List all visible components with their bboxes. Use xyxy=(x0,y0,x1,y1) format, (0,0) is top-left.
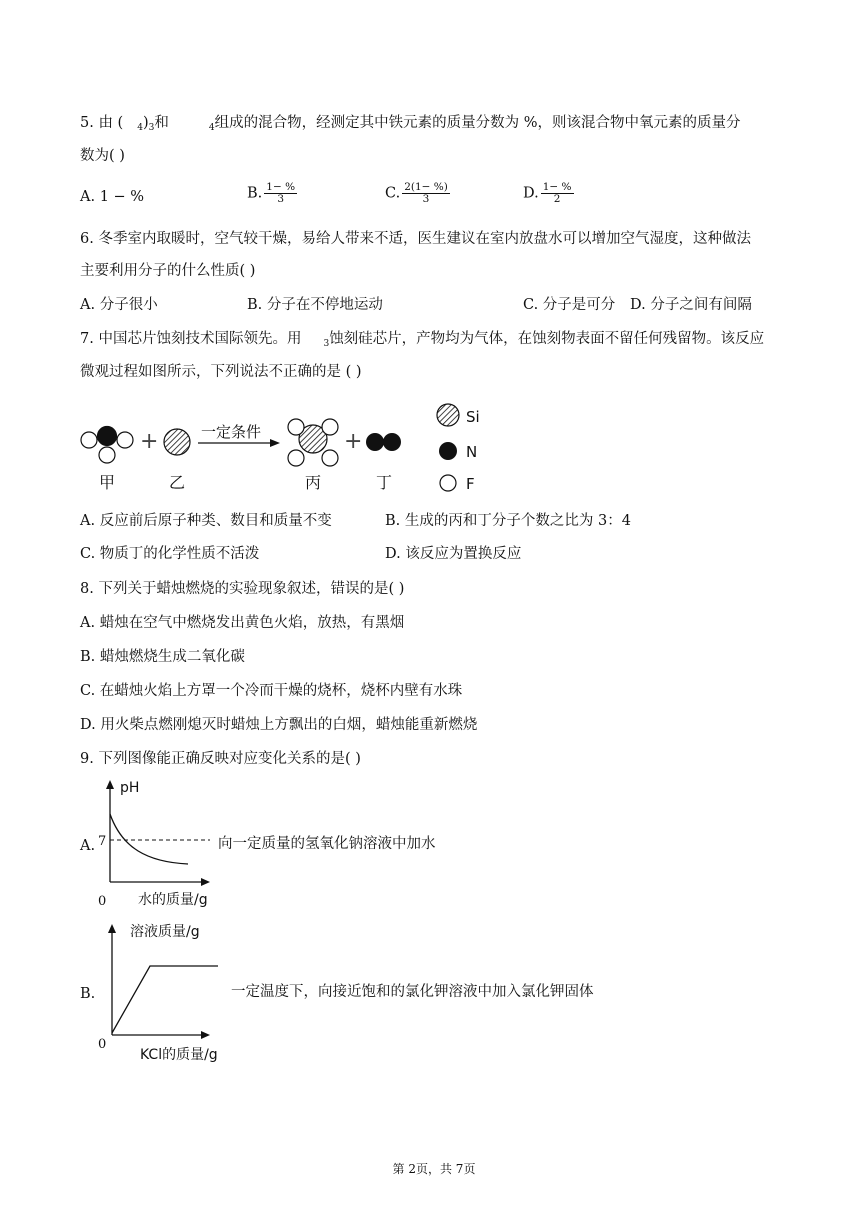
fraction-denominator: 3 xyxy=(277,193,284,205)
q5-stem-part: 组成的混合物，经测定其中铁元素的质量分数为 %，则该混合物中氧元素的质量分 xyxy=(214,115,741,131)
label-yi: 乙 xyxy=(169,473,186,492)
q7-option-c: C. 物质丁的化学性质不活泼 xyxy=(80,546,260,562)
q8-option-d: D. 用火柴点燃刚熄灭时蜡烛上方飘出的白烟，蜡烛能重新燃烧 xyxy=(80,717,478,733)
legend-f-label: F xyxy=(466,475,475,493)
option-label: D. xyxy=(523,185,539,202)
legend-n-swatch xyxy=(439,442,457,460)
arrow-head-icon xyxy=(270,439,280,447)
q5-subscript: 4 xyxy=(208,123,215,133)
q6-stem-line1: 6. 冬季室内取暖时，空气较干燥，易给人带来不适，医生建议在室内放盘水可以增加空气湿度，这种做法 xyxy=(80,231,751,247)
q6-option-c: C. 分子是可分 xyxy=(523,297,616,313)
label-ding: 丁 xyxy=(376,473,393,492)
graph-b-ylabel: 溶液质量/g xyxy=(130,924,200,940)
molecule-ding xyxy=(366,433,401,451)
graph-b-origin: 0 xyxy=(98,1037,107,1052)
label-bing: 丙 xyxy=(305,473,322,492)
q7-option-d: D. 该反应为置换反应 xyxy=(385,546,522,562)
graph-a-curve xyxy=(110,814,188,864)
q5-stem-line2: 数为( ) xyxy=(80,148,125,164)
q7-stem-part: 蚀刻硅芯片，产物均为气体，在蚀刻物表面不留任何残留物。该反应 xyxy=(329,331,765,347)
graph-a-ylabel: pH xyxy=(120,780,140,796)
reaction-condition: 一定条件 xyxy=(201,423,262,441)
q5-subscript: 4 xyxy=(137,123,143,133)
q5-option-c xyxy=(385,182,450,205)
fraction-numerator: 1− % xyxy=(542,181,572,193)
page-footer: 第 2页，共 7页 xyxy=(392,1162,476,1176)
q5-stem-line1 xyxy=(80,113,740,138)
graph-a-ytick: 7 xyxy=(98,834,107,849)
molecule-jia xyxy=(81,427,133,464)
q8-stem: 8. 下列关于蜡烛燃烧的实验现象叙述，错误的是( ) xyxy=(80,581,405,597)
arrow-up-icon xyxy=(106,780,114,789)
q8-option-c: C. 在蜡烛火焰上方罩一个冷而干燥的烧杯，烧杯内壁有水珠 xyxy=(80,683,463,699)
legend xyxy=(437,404,480,493)
q5-option-d xyxy=(523,182,574,205)
arrow-up-icon xyxy=(108,924,116,933)
graph-a xyxy=(92,776,227,911)
fraction xyxy=(402,182,450,205)
graph-b-xlabel: KCl的质量/g xyxy=(140,1047,218,1063)
fraction xyxy=(264,182,297,205)
q6-stem-line2: 主要利用分子的什么性质( ) xyxy=(80,263,256,279)
arrow-right-icon xyxy=(201,1031,210,1039)
legend-f-swatch xyxy=(440,475,456,491)
q7-stem-line1 xyxy=(80,329,764,354)
fraction-numerator: 1− % xyxy=(266,181,296,193)
q5-subscript: 3 xyxy=(148,123,155,133)
graph-a-xlabel: 水的质量/g xyxy=(138,892,208,908)
q9-stem: 9. 下列图像能正确反映对应变化关系的是( ) xyxy=(80,751,361,767)
q7-stem-part: 7. 中国芯片蚀刻技术国际领先。用 xyxy=(80,331,302,347)
arrow-right-icon xyxy=(201,878,210,886)
q5-stem-part: ) xyxy=(142,115,149,131)
option-label: C. xyxy=(385,185,401,202)
q8-option-b: B. 蜡烛燃烧生成二氧化碳 xyxy=(80,649,245,665)
plus-sign: + xyxy=(140,429,159,454)
q5-stem-part: 5. 由 ( xyxy=(80,115,124,131)
fraction-denominator: 2 xyxy=(553,193,561,205)
q6-option-b: B. 分子在不停地运动 xyxy=(247,297,383,313)
q7-option-b: B. 生成的丙和丁分子个数之比为 3：4 xyxy=(385,513,631,529)
reaction-diagram xyxy=(70,395,510,495)
q7-subscript: 3 xyxy=(323,339,330,349)
graph-b xyxy=(92,915,252,1065)
legend-si-swatch xyxy=(437,404,459,426)
fraction-numerator: 2(1− %) xyxy=(404,181,448,193)
option-label: B. xyxy=(247,185,263,202)
q5-option-a xyxy=(80,187,144,207)
fraction xyxy=(541,182,574,205)
q7-stem-line2: 微观过程如图所示，下列说法不正确的是 ( ) xyxy=(80,364,362,380)
q7-option-a: A. 反应前后原子种类、数目和质量不变 xyxy=(80,513,332,529)
graph-a-origin: 0 xyxy=(98,894,107,909)
q9-option-b-desc: 一定温度下，向接近饱和的氯化钾溶液中加入氯化钾固体 xyxy=(231,984,594,1000)
q9-option-a-desc: 向一定质量的氢氧化钠溶液中加水 xyxy=(218,836,436,852)
q9-option-a-label: A. xyxy=(80,838,96,854)
graph-b-curve xyxy=(112,966,218,1033)
q5-option-b xyxy=(247,182,297,205)
molecule-yi xyxy=(164,429,190,455)
fraction-denominator: 3 xyxy=(422,193,430,205)
option-label: A. xyxy=(80,189,96,205)
q6-option-d: D. 分子之间有间隔 xyxy=(630,297,752,313)
option-text: 1 − % xyxy=(99,189,145,205)
label-jia: 甲 xyxy=(99,473,116,492)
legend-n-label: N xyxy=(466,443,478,461)
molecule-bing xyxy=(288,419,338,466)
q8-option-a: A. 蜡烛在空气中燃烧发出黄色火焰，放热，有黑烟 xyxy=(80,615,405,631)
plus-sign: + xyxy=(344,429,363,454)
q6-option-a: A. 分子很小 xyxy=(80,297,158,313)
legend-si-label: Si xyxy=(466,408,480,426)
q9-option-b-label: B. xyxy=(80,986,96,1002)
q5-stem-part: 和 xyxy=(154,115,169,131)
